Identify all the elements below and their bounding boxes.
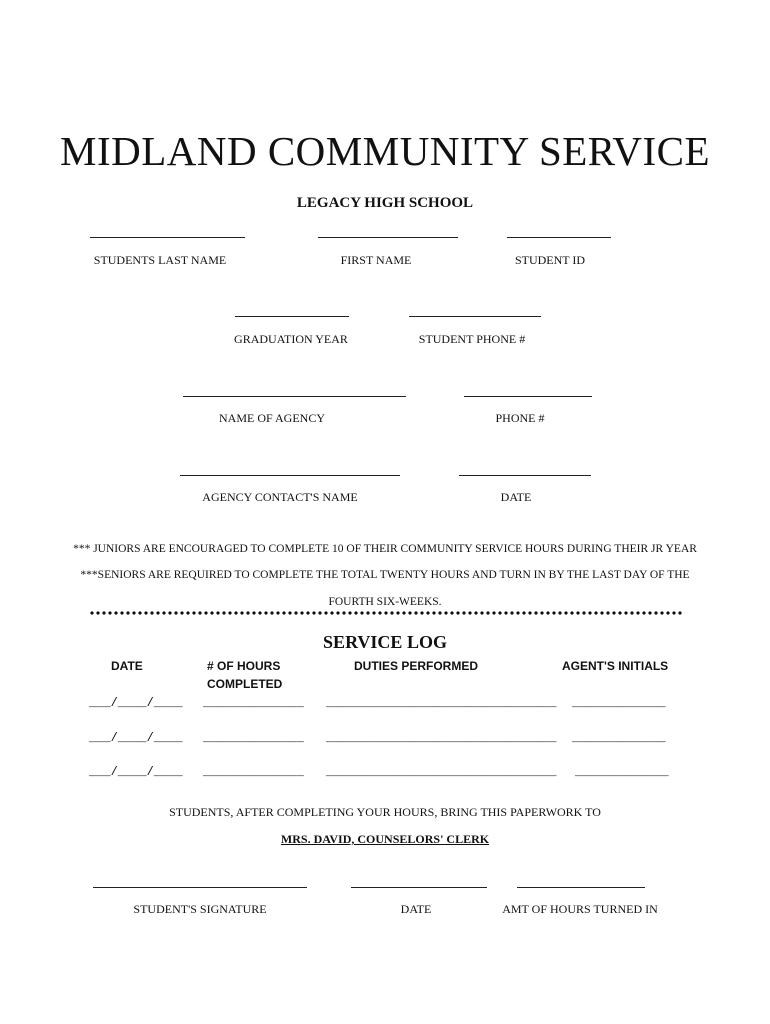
date-line[interactable] <box>459 475 591 476</box>
log-row-2-duties[interactable]: ________________________________ <box>326 731 557 745</box>
graduation-year-label: GRADUATION YEAR <box>234 332 348 346</box>
agency-phone-label: PHONE # <box>495 411 545 425</box>
footer-instruction: STUDENTS, AFTER COMPLETING YOUR HOURS, BRING THIS PAPERWORK TO <box>169 805 601 819</box>
log-row-1-hours[interactable]: ______________ <box>203 696 304 710</box>
first-name-line[interactable] <box>318 237 458 238</box>
agency-phone-line[interactable] <box>464 396 592 397</box>
footer-date-line[interactable] <box>351 887 487 888</box>
student-phone-label: STUDENT PHONE # <box>418 332 526 346</box>
students-last-name-label: STUDENTS LAST NAME <box>93 253 227 267</box>
log-row-2-hours[interactable]: ______________ <box>203 731 304 745</box>
amt-hours-line[interactable] <box>517 887 645 888</box>
date-label: DATE <box>500 490 532 504</box>
student-id-line[interactable] <box>507 237 611 238</box>
agency-name-label: NAME OF AGENCY <box>218 411 325 425</box>
graduation-year-line[interactable] <box>235 316 349 317</box>
counselors-clerk: MRS. DAVID, COUNSELORS' CLERK <box>280 832 490 846</box>
log-row-1-date[interactable]: ___/____/____ <box>89 696 183 710</box>
agency-name-line[interactable] <box>183 396 406 397</box>
log-row-3-hours[interactable]: ______________ <box>203 765 304 779</box>
seniors-notice-continued: FOURTH SIX-WEEKS. <box>328 596 442 608</box>
log-row-3-duties[interactable]: ________________________________ <box>326 765 557 779</box>
juniors-notice: *** JUNIORS ARE ENCOURAGED TO COMPLETE 10 OF THEIR COMMUNITY SERVICE HOURS DURING THEIR JR YEAR <box>73 543 697 555</box>
log-col-date: DATE <box>111 659 143 673</box>
student-id-label: STUDENT ID <box>514 253 586 267</box>
school-name: LEGACY HIGH SCHOOL <box>296 195 474 211</box>
seniors-notice: ***SENIORS ARE REQUIRED TO COMPLETE THE TOTAL TWENTY HOURS AND TURN IN BY THE LAST DAY OF THE <box>80 569 690 581</box>
students-last-name-line[interactable] <box>90 237 245 238</box>
log-row-3-initials[interactable]: _____________ <box>575 765 669 779</box>
agency-contact-label: AGENCY CONTACT'S NAME <box>202 490 358 504</box>
amt-hours-label: AMT OF HOURS TURNED IN <box>502 902 658 916</box>
footer-date-label: DATE <box>400 902 432 916</box>
log-row-1-duties[interactable]: ________________________________ <box>326 696 557 710</box>
student-phone-line[interactable] <box>409 316 541 317</box>
agency-contact-line[interactable] <box>180 475 400 476</box>
student-signature-line[interactable] <box>93 887 307 888</box>
service-log-title: SERVICE LOG <box>323 632 447 652</box>
log-row-3-date[interactable]: ___/____/____ <box>89 765 183 779</box>
form-title: MIDLAND COMMUNITY SERVICE <box>59 128 711 174</box>
log-row-2-date[interactable]: ___/____/____ <box>89 731 183 745</box>
log-row-1-initials[interactable]: _____________ <box>572 696 666 710</box>
dotted-divider <box>89 610 682 616</box>
student-signature-label: STUDENT'S SIGNATURE <box>133 902 267 916</box>
log-col-duties: DUTIES PERFORMED <box>354 659 479 673</box>
log-col-hours <box>207 657 282 693</box>
first-name-label: FIRST NAME <box>340 253 412 267</box>
log-col-initials: AGENT'S INITIALS <box>562 659 669 673</box>
log-col-hours-line1: # OF HOURS <box>207 659 281 673</box>
log-col-hours-line2: COMPLETED <box>207 677 283 691</box>
log-row-2-initials[interactable]: _____________ <box>572 731 666 745</box>
